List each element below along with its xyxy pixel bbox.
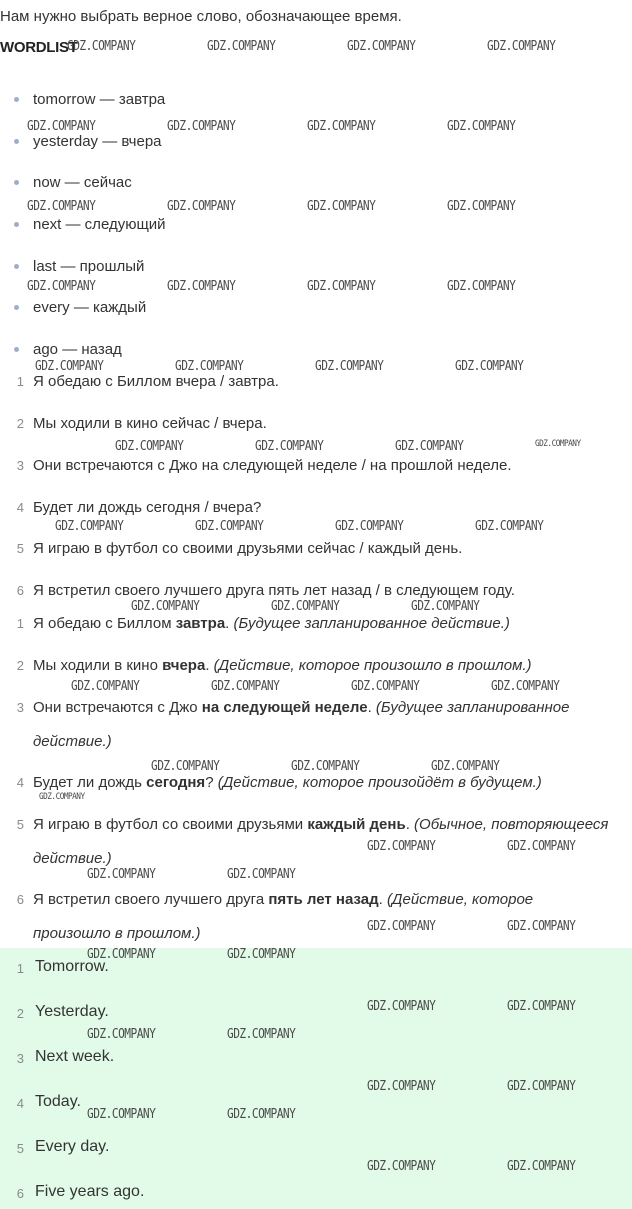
watermark: GDZ.COMPANY [39, 792, 85, 802]
bullet-icon [14, 97, 19, 102]
watermark: GDZ.COMPANY [367, 919, 436, 934]
watermark: GDZ.COMPANY [455, 359, 524, 374]
answer-text: Tomorrow. [35, 958, 109, 975]
explanation-answer: каждый день [307, 816, 406, 833]
answer-text: Yesterday. [35, 1003, 109, 1020]
watermark: GDZ.COMPANY [87, 1027, 156, 1042]
explanation-number: 2 [16, 658, 24, 673]
watermark: GDZ.COMPANY [475, 519, 544, 534]
task-number: 3 [16, 458, 24, 473]
intro-text: Нам нужно выбрать верное слово, обозначающее время. [0, 8, 402, 25]
task-text: Мы ходили в кино сейчас / вчера. [33, 415, 267, 432]
watermark: GDZ.COMPANY [71, 679, 140, 694]
watermark: GDZ.COMPANY [227, 867, 296, 882]
watermark: GDZ.COMPANY [491, 679, 560, 694]
watermark: GDZ.COMPANY [227, 1027, 296, 1042]
watermark: GDZ.COMPANY [367, 1159, 436, 1174]
explanation-punct: . [205, 657, 214, 674]
watermark: GDZ.COMPANY [115, 439, 184, 454]
explanation-number: 4 [16, 775, 24, 790]
wordlist-item [14, 339, 122, 361]
watermark: GDZ.COMPANY [507, 999, 576, 1014]
watermark: GDZ.COMPANY [87, 867, 156, 882]
wordlist-item [14, 256, 144, 278]
watermark: GDZ.COMPANY [131, 599, 200, 614]
answers-block [0, 948, 632, 1209]
bullet-icon [14, 139, 19, 144]
watermark: GDZ.COMPANY [167, 119, 236, 134]
watermark: GDZ.COMPANY [167, 199, 236, 214]
watermark: GDZ.COMPANY [67, 39, 136, 54]
watermark: GDZ.COMPANY [211, 679, 280, 694]
explanation-note: (Действие, которое произошло в прошлом.) [33, 891, 534, 942]
wordlist-item [14, 214, 166, 236]
wordlist-item [14, 297, 146, 319]
wordlist-item-text: every — каждый [33, 299, 147, 316]
bullet-icon [14, 347, 19, 352]
watermark: GDZ.COMPANY [535, 439, 581, 449]
bullet-icon [14, 264, 19, 269]
watermark: GDZ.COMPANY [307, 279, 376, 294]
bullet-icon [14, 222, 19, 227]
watermark: GDZ.COMPANY [207, 39, 276, 54]
watermark: GDZ.COMPANY [227, 947, 296, 962]
explanation-number: 1 [16, 616, 24, 631]
answer-number: 6 [16, 1186, 24, 1201]
watermark: GDZ.COMPANY [291, 759, 360, 774]
explanation-punct: . [225, 615, 234, 632]
wordlist-heading: WORDLIST [0, 39, 78, 56]
watermark: GDZ.COMPANY [151, 759, 220, 774]
watermark: GDZ.COMPANY [55, 519, 124, 534]
explanation-punct: ? [205, 774, 218, 791]
answer-number: 4 [16, 1096, 24, 1111]
watermark: GDZ.COMPANY [35, 359, 104, 374]
watermark: GDZ.COMPANY [351, 679, 420, 694]
watermark: GDZ.COMPANY [307, 119, 376, 134]
explanation-note: (Действие, которое произошло в прошлом.) [213, 657, 532, 674]
explanation-answer: на следующей неделе [201, 699, 368, 716]
explanation-punct: . [378, 891, 387, 908]
answer-number: 1 [16, 961, 24, 976]
explanation-answer: завтра [175, 615, 226, 632]
task-text: Я встретил своего лучшего друга пять лет назад / в следующем году. [33, 582, 515, 599]
explanation-number: 6 [16, 892, 24, 907]
answer-number: 5 [16, 1141, 24, 1156]
answer-text: Next week. [35, 1048, 115, 1065]
task-text: Они встречаются с Джо на следующей неделе / на прошлой неделе. [33, 457, 512, 474]
answer-text: Today. [35, 1093, 81, 1110]
watermark: GDZ.COMPANY [27, 279, 96, 294]
explanation-note: (Действие, которое произойдёт в будущем.) [217, 774, 542, 791]
explanation-text: Они встречаются с Джо [33, 699, 202, 716]
watermark: GDZ.COMPANY [227, 1107, 296, 1122]
task-text: Я обедаю с Биллом вчера / завтра. [33, 373, 279, 390]
watermark: GDZ.COMPANY [395, 439, 464, 454]
watermark: GDZ.COMPANY [27, 199, 96, 214]
watermark: GDZ.COMPANY [447, 199, 516, 214]
explanation-number: 5 [16, 817, 24, 832]
task-number: 2 [16, 416, 24, 431]
watermark: GDZ.COMPANY [347, 39, 416, 54]
watermark: GDZ.COMPANY [367, 1079, 436, 1094]
watermark: GDZ.COMPANY [447, 279, 516, 294]
wordlist-item [14, 131, 162, 153]
watermark: GDZ.COMPANY [87, 1107, 156, 1122]
task-number: 6 [16, 583, 24, 598]
wordlist-item-text: now — сейчас [33, 174, 132, 191]
explanation-note: (Будущее запланированное действие.) [233, 615, 510, 632]
watermark: GDZ.COMPANY [315, 359, 384, 374]
wordlist-item-text: last — прошлый [33, 258, 145, 275]
explanation-note: (Будущее запланированное действие.) [33, 699, 570, 750]
answer-number: 3 [16, 1051, 24, 1066]
watermark: GDZ.COMPANY [411, 599, 480, 614]
explanation-answer: вчера [162, 657, 206, 674]
wordlist-item [14, 172, 132, 194]
wordlist-item [14, 89, 165, 111]
wordlist-item-text: ago — назад [33, 341, 122, 358]
task-text: Я играю в футбол со своими друзьями сейчас / каждый день. [33, 540, 463, 557]
answer-number: 2 [16, 1006, 24, 1021]
watermark: GDZ.COMPANY [195, 519, 264, 534]
task-number: 1 [16, 374, 24, 389]
explanation-text: Я встретил своего лучшего друга [33, 891, 269, 908]
bullet-icon [14, 305, 19, 310]
watermark: GDZ.COMPANY [175, 359, 244, 374]
explanation-text: Мы ходили в кино [33, 657, 163, 674]
explanation-number: 3 [16, 700, 24, 715]
task-number: 5 [16, 541, 24, 556]
explanation-note: (Обычное, повторяющееся действие.) [33, 816, 609, 867]
watermark: GDZ.COMPANY [255, 439, 324, 454]
watermark: GDZ.COMPANY [271, 599, 340, 614]
explanation-text: Я играю в футбол со своими друзьями [33, 816, 308, 833]
explanation-text: Я обедаю с Биллом [33, 615, 176, 632]
watermark: GDZ.COMPANY [447, 119, 516, 134]
watermark: GDZ.COMPANY [87, 947, 156, 962]
wordlist-item-text: yesterday — вчера [33, 133, 162, 150]
watermark: GDZ.COMPANY [507, 839, 576, 854]
watermark: GDZ.COMPANY [367, 999, 436, 1014]
explanation-answer: сегодня [146, 774, 206, 791]
watermark: GDZ.COMPANY [507, 919, 576, 934]
wordlist-item-text: next — следующий [33, 216, 166, 233]
answer-text: Every day. [35, 1138, 110, 1155]
bullet-icon [14, 180, 19, 185]
watermark: GDZ.COMPANY [167, 279, 236, 294]
task-text: Будет ли дождь сегодня / вчера? [33, 499, 262, 516]
watermark: GDZ.COMPANY [431, 759, 500, 774]
explanation-text: Будет ли дождь [33, 774, 147, 791]
watermark: GDZ.COMPANY [507, 1159, 576, 1174]
watermark: GDZ.COMPANY [507, 1079, 576, 1094]
watermark: GDZ.COMPANY [27, 119, 96, 134]
watermark: GDZ.COMPANY [307, 199, 376, 214]
explanation-punct: . [367, 699, 376, 716]
watermark: GDZ.COMPANY [335, 519, 404, 534]
explanation-answer: пять лет назад [268, 891, 379, 908]
task-number: 4 [16, 500, 24, 515]
watermark: GDZ.COMPANY [487, 39, 556, 54]
answer-text: Five years ago. [35, 1183, 145, 1200]
wordlist-item-text: tomorrow — завтра [33, 91, 166, 108]
explanation-punct: . [405, 816, 415, 833]
watermark: GDZ.COMPANY [367, 839, 436, 854]
